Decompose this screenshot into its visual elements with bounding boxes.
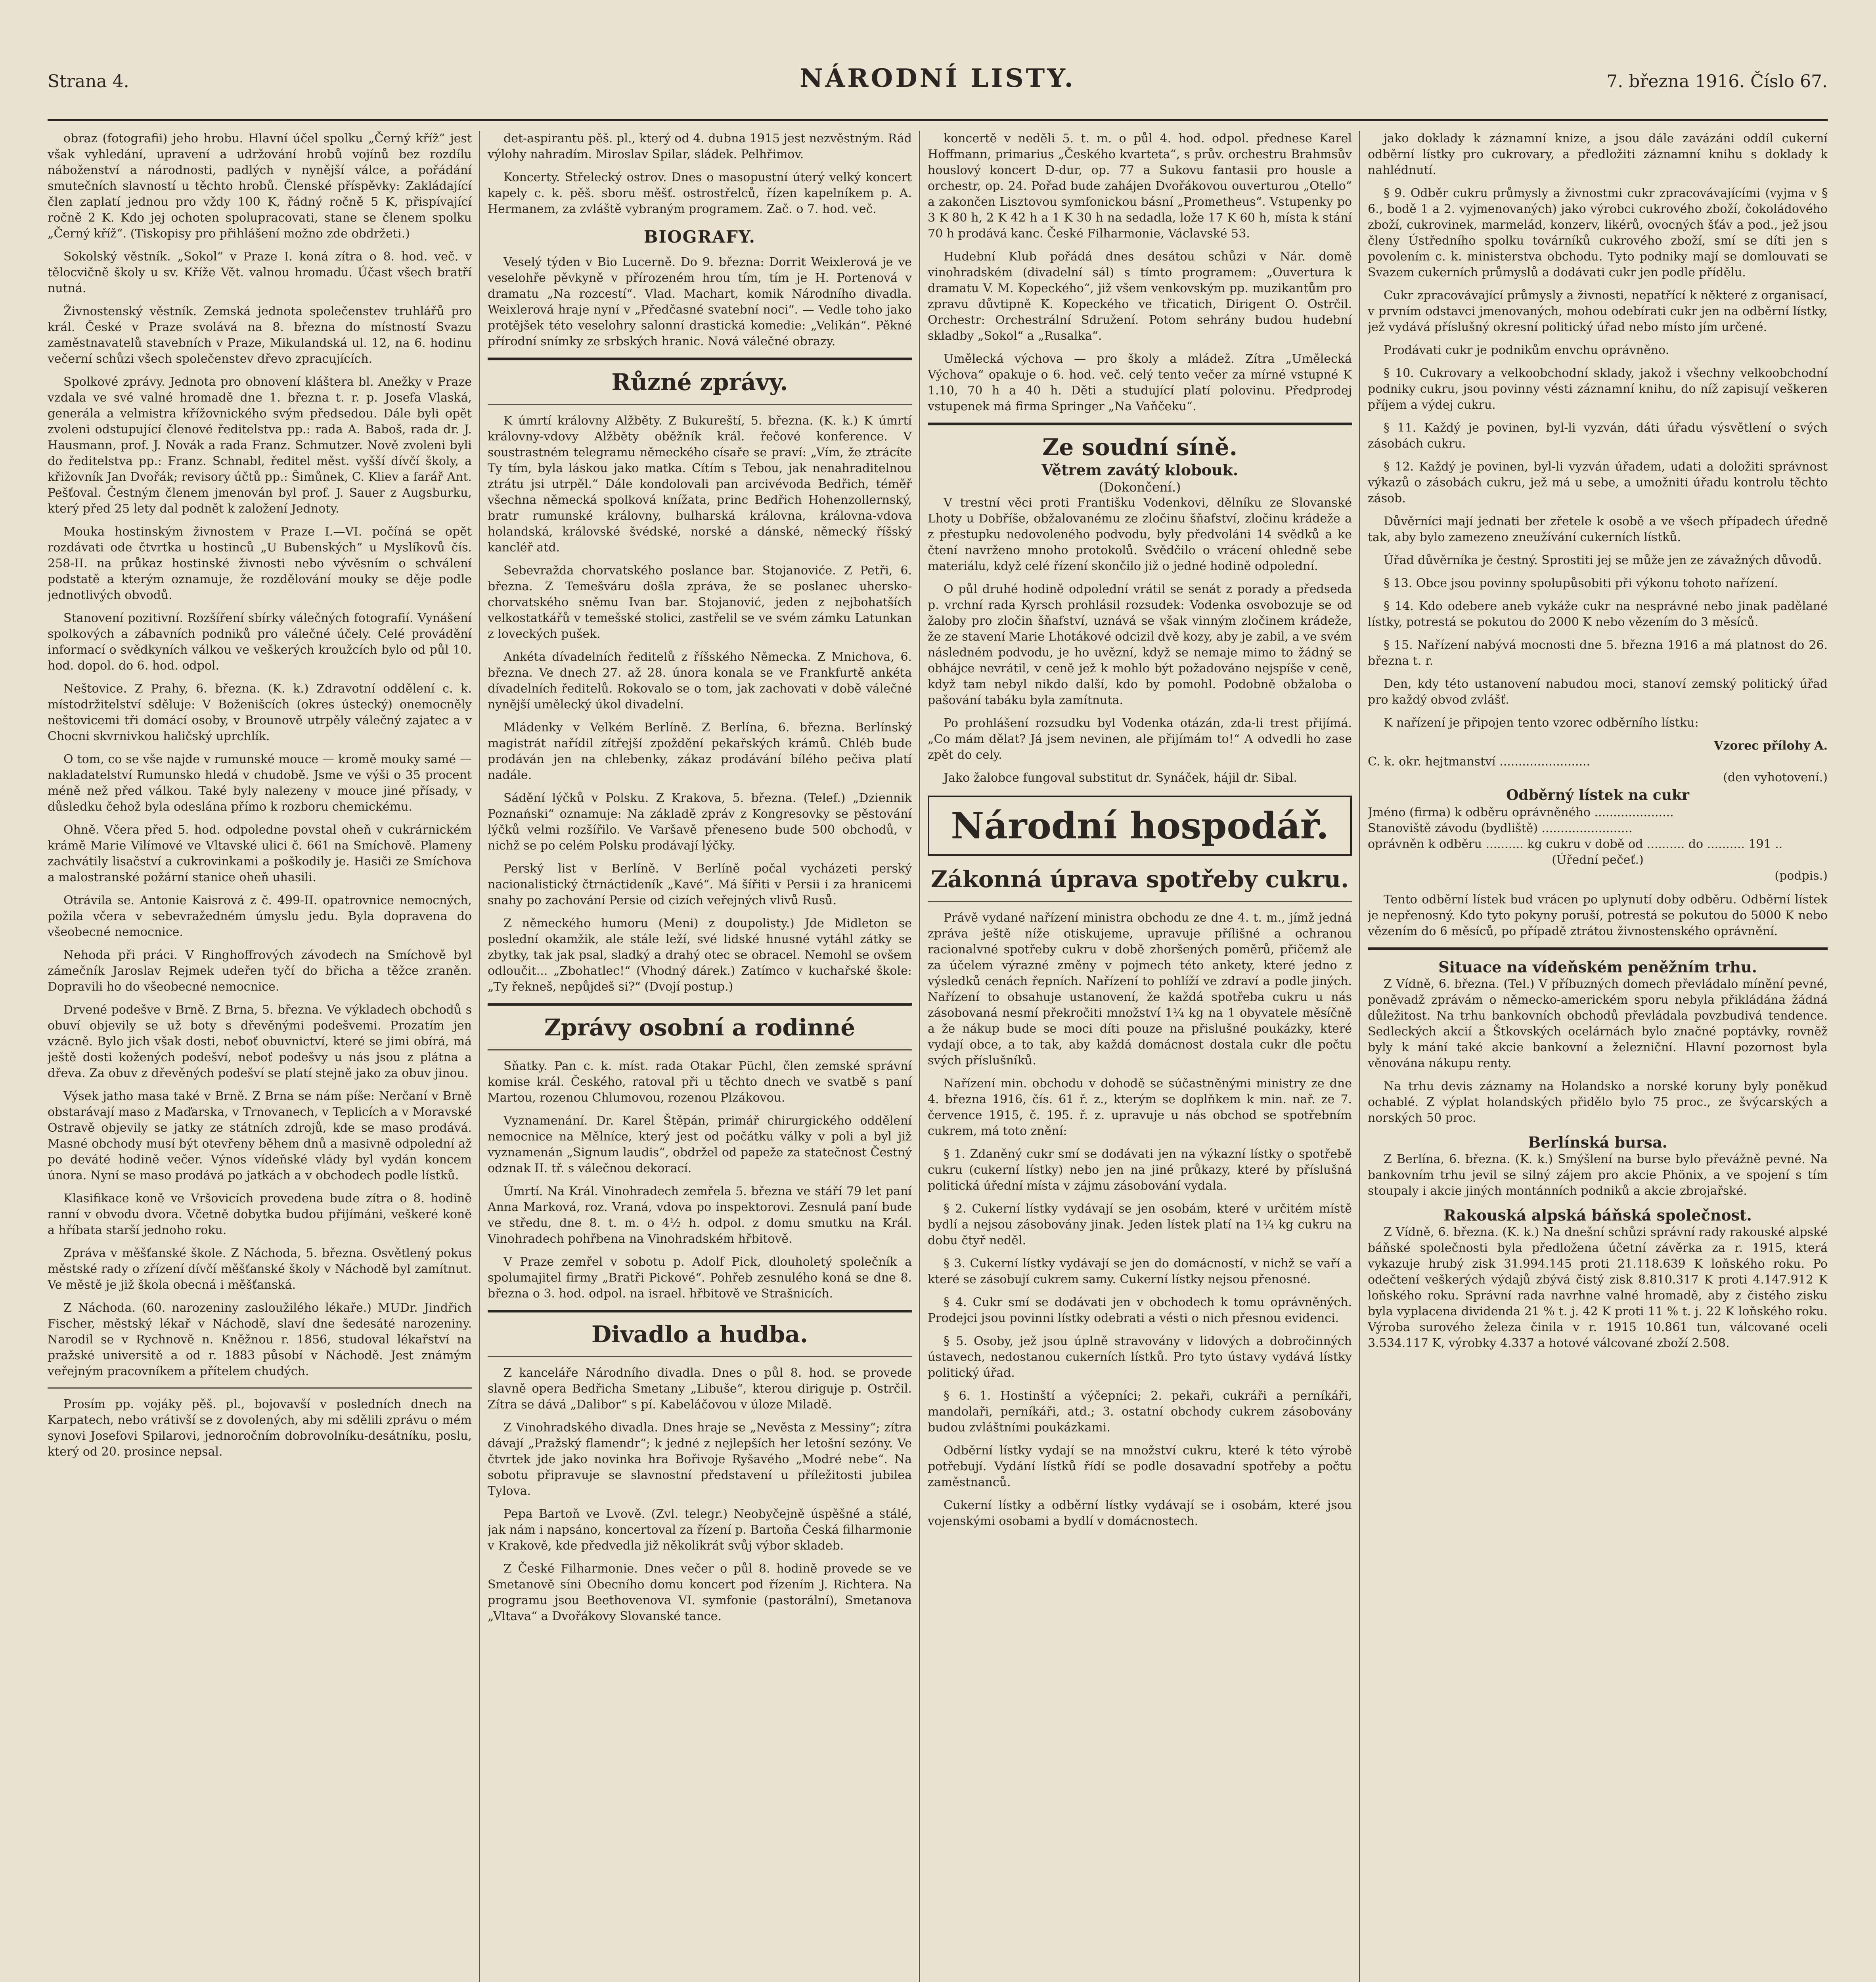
article-paragraph: Pepa Bartoň ve Lvově. (Zvl. telegr.) Neobyčejně úspěšné a stálé, jak nám i napsáno, koncertoval za řízení p. Bartoňa Česká filharmonie v Krakově, kde předvedla již několikrát svůj výbor skladeb.	[488, 1507, 912, 1553]
article-paragraph: Prosím pp. vojáky pěš. pl., bojovavší v posledních dnech na Karpatech, nebo vrátivší se z dovolených, aby mi sdělili zprávu o mém synovi Josefovi Spilarovi, jednoročním dobrovolníku-desátníku, poslu, který od 20. prosince nepsal.	[48, 1397, 472, 1459]
article-paragraph: Sebevražda chorvatského poslance bar. Stojanoviće. Z Petři, 6. března. Z Temešváru došla zpráva, že se poslanec uhersko-chorvatského sněmu Ivan bar. Stojanović, jeden z nejbohatších velkostatkářů v temešské stolici, zastřelil se ve svém zámku Latunkan z loveckých pušek.	[488, 564, 912, 641]
article-paragraph: Po prohlášení rozsudku byl Vodenka otázán, zda-li trest přijímá. „Co mám dělat? Já jsem nevinen, ale přijímám to!“ A odvedli ho zase zpět do cely.	[928, 716, 1352, 762]
form-template	[1368, 738, 1828, 884]
column-3	[928, 131, 1352, 1982]
article-subtitle: (Dokončení.)	[1099, 480, 1181, 495]
form-name: Jméno (firma) k odběru oprávněného .....................	[1368, 805, 1674, 819]
article-paragraph: Úmrtí. Na Král. Vinohradech zemřela 5. března ve stáří 79 let paní Anna Marková, roz. Vraná, vdova po inspektorovi. Zesnulá paní bude ve středu, dne 8. t. m. o 4½ h. odpol. z domu smutku na Král. Vinohradech pohřbena na Vinohradském hřbitově.	[488, 1184, 912, 1246]
divider	[928, 901, 1352, 902]
article-paragraph: § 10. Cukrovary a velkoobchodní sklady, jakož i všechny velkoobchodní podniky cukru, jsou povinny vésti záznamní knihu, do níž zapisují veškeren příjem a výdej cukru.	[1368, 366, 1828, 412]
article-paragraph: K nařízení je připojen tento vzorec odběrního lístku:	[1384, 716, 1699, 730]
article-paragraph: Tento odběrní lístek bud vrácen po uplynutí doby odběru. Odběrní lístek je nepřenosný. Kdo tyto pokyny poruší, potrestá se pokutou do 5000 K nebo vězením do 6 měsíců, po případě ztrátou živnostenského oprávnění.	[1368, 893, 1828, 938]
article-paragraph: § 2. Cukerní lístky vydávají se jen osobám, které v určitém místě bydlí a nejsou zásobovány jinak. Jeden lístek platí na 1¼ kg cukru na dobu čtyř neděl.	[928, 1202, 1352, 1247]
article-paragraph: Stanovení pozitivní. Rozšíření sbírky válečných fotografií. Vynášení spolkových a zábavních podniků pro válečné účely. Celé provádění informací o svědkyních válkou ve veškerých kroužcích bylo od půl 10. hod. dopol. do 6. hod. odpol.	[48, 611, 472, 673]
divider	[488, 1003, 912, 1006]
form-heading: Odběrný lístek na cukr	[1506, 787, 1689, 804]
article-paragraph: Důvěrníci mají jednati ber zřetele k osobě a ve všech případech úředně tak, aby bylo zamezeno zneužívání cukerních lístků.	[1368, 515, 1828, 544]
article-paragraph: Otrávila se. Antonie Kaisrová z č. 499-II. opatrovnice nemocných, požila včera v sebevražedném úmyslu jedu. Byla dopravena do všeobecné nemocnice.	[48, 893, 472, 939]
article-paragraph: Z německého humoru (Meni) z doupolisty.) Jde Midleton se poslední okamžik, ale stále leží, své lidské hnusné vytáhl zátky se zbytky, tak jak psal, sladký a drahý otec se obracel. Nemohl se ovšem odloučit... „Zbohatlec!“ (Vhodný dárek.) Zatímco v kuchařské škole: „Ty řekneš, nepůjdeš si?“ (Dvojí postup.)	[488, 916, 912, 994]
article-paragraph: Neštovice. Z Prahy, 6. března. (K. k.) Zdravotní oddělení c. k. místodržitelství sděluje: V Boženišcích (okres ústecký) onemocněly neštovicemi tři domácí osoby, v Brounově utrpěly válečný zajatec a v Chocni skvrnivkou haličský uprchlík.	[48, 682, 472, 743]
article-paragraph: K úmrtí královny Alžběty. Z Bukureští, 5. března. (K. k.) K úmrtí královny-vdovy Alžběty oběžník král. řečové konference. V soustrastném telegramu německého císaře se praví: „Vím, že ztrácíte Ty tím, byla láskou jako matka. Cítím s Tebou, jak nenahraditelnou ztrátu jsi utrpěl.“ Dále kondolovali pan arcivévoda Bedřich, téměř všechna německá spolková knížata, princ Bedřich Hohenzollernský, bratr rumunské královny, bulharská královna, královna-vdova holandská, královské švédské, norské a dánské, německý říšský kancléř atd.	[488, 414, 912, 555]
article-paragraph: det-aspirantu pěš. pl., který od 4. dubna 1915 jest nezvěstným. Rád výlohy nahradím. Miroslav Spilar, sládek. Pelhřimov.	[488, 132, 912, 161]
column-4	[1368, 131, 1828, 1982]
article-paragraph: V trestní věci proti Františku Vodenkovi, dělníku ze Slovanské Lhoty u Dobříše, obžalovanému ze zločinu šňafství, zločinu krádeže a z přestupku nedovoleného podvodu, byly předvoláni 14 svědků a ke čtení navrženo mnoho protokolů. Svědčilo o vrácení ohledně sebe materiálu, když celé řízení skončilo již o jedné hodině odpolední.	[928, 496, 1352, 573]
article-title: Zákonná úprava spotřeby cukru.	[930, 866, 1349, 893]
article-paragraph: Prodávati cukr je podnikům envchu oprávněno.	[1384, 343, 1669, 357]
article-paragraph: Odběrní lístky vydají se na množství cukru, které k této výrobě potřebují. Vydání lístků řídí se podle dosavadní spotřeby a počtu zaměstnanců.	[928, 1444, 1352, 1489]
article-paragraph: Z Náchoda. (60. narozeniny zasloužilého lékaře.) MUDr. Jindřich Fischer, městský lékař v Náchodě, slaví dne šedesáté narozeniny. Narodil se v Rychnově n. Kněžnou r. 1856, studoval lékařství na pražské universitě a od r. 1883 působí v Náchodě. Jest známým veřejným pracovníkem a přítelem chudých.	[48, 1301, 472, 1378]
article-paragraph: § 6. 1. Hostinští a výčepníci; 2. pekaři, cukráři a perníkáři, mandolaři, perníkáři, atd.; 3. ostatní obchody cukrem zásobovány budou zvláštními poukázkami.	[928, 1389, 1352, 1435]
article-paragraph: Perský list v Berlíně. V Berlíně počal vycházeti perský nacionalistický čtrnáctideník „Kavé“. Má šířiti v Persii i za hranicemi snahy po zachování Persie od cizích veřejných vlivů Rusů.	[488, 862, 912, 907]
article-paragraph: koncertě v neděli 5. t. m. o půl 4. hod. odpol. přednese Karel Hoffmann, primarius „Českého kvarteta“, s prův. orchestru Brahmsův houslový koncert D-dur, op. 77 a Sukovu fantasii pro housle a orchestr, op. 24. Pořad bude zahájen Dvořákovou ouverturou „Otello“ a zakončen Lisztovou symfonickou básní „Prometheus“. Vstupenky po 3 K 80 h, 2 K 42 h a 1 K 30 h na sedadla, lože 17 K 60 h, místa k stání 70 h prodává kanc. České Filharmonie, Václavské 53.	[928, 132, 1352, 241]
article-paragraph: Mouka hostinským živnostem v Praze I.—VI. počíná se opět rozdávati ode čtvrtka u hostinců „U Bubenských“ u Myslíkovů čís. 258-II. na průkaz hostinské živnosti nebo vývěsním o schválení podstatě a kterým oznamuje, že rozdělování mouky se děje podle jednotlivých obvodů.	[48, 525, 472, 602]
column-divider	[919, 131, 920, 1982]
article-paragraph: Hudební Klub pořádá dnes desátou schůzi v Nár. domě vinohradském (divadelní sál) s tímto programem: „Ouvertura k dramatu V. M. Kopeckého“, již všem venkovským pp. muzikantům pro zpravu důvtipně K. Kopeckého ve třicatich, Dirigent O. Ostrčil. Orchestr: Orchestrální Sdružení. Potom sehrány budou hudební skladby „Sokol“ a „Rusalka“.	[928, 250, 1352, 343]
section-banner	[928, 796, 1352, 856]
article-paragraph: Klasifikace koně ve Vršovicích provedena bude zítra o 8. hodině ranní v obvodu dvora. Včetně dobytka budou přijímáni, veškeré koně a hříbata starší jednoho roku.	[48, 1192, 472, 1237]
article-paragraph: Ankéta dívadelních ředitelů z říšského Německa. Z Mnichova, 6. března. Ve dnech 27. až 28. února konala se ve Frankfurtě ankéta dívadelních ředitelů. Rokovalo se o tom, jak zachovati v době válečné nynější umělecký úkol divadelní.	[488, 650, 912, 712]
article-paragraph: Z Berlína, 6. března. (K. k.) Smýšlení na burse bylo převážně pevné. Na bankovním trhu jevil se silný zájem pro akcie Phönix, a ve spojení s tím stoupaly i akcie jiných montánních podniků a akcie zbrojařské.	[1368, 1152, 1828, 1198]
article-paragraph: Veselý týden v Bio Lucerně. Do 9. března: Dorrit Weixlerová je ve veselohře pěvkyně v přírozeném hrou tím, tím je H. Portenová v dramatu „Na rozcestí“. Vlad. Machart, komik Národního divadla. Weixlerová hraje nyní v „Předčasné svatební noci“. — Vedle toho jako protějšek této veselohry salonní drastická komedie: „Velikán“. Pěkné přírodní snímky ze srbských hranic. Nová válečné obrazy.	[488, 255, 912, 348]
page-number: Strana 4.	[48, 71, 129, 92]
divider	[488, 1310, 912, 1312]
article-paragraph: V Praze zemřel v sobotu p. Adolf Pick, dlouholetý společník a spolumajitel firmy „Bratři Pickové“. Pohřeb zesnulého koná se dne 8. března o 3. hod. odpol. na israel. hřbitově ve Strašnicích.	[488, 1255, 912, 1301]
columns	[48, 131, 1828, 1982]
form-issued: (den vyhotovení.)	[1723, 771, 1828, 784]
article-paragraph: Nařízení min. obchodu v dohodě se súčastněnými ministry ze dne 4. března 1916, čís. 61 ř. z., kterým se doplňkem k min. nař. ze 7. července 1915, č. 195. ř. z. upravuje u nás obchod se spotřebním cukrem, má toto znění:	[928, 1077, 1352, 1138]
article-paragraph: O půl druhé hodině odpolední vrátil se senát z porady a předseda p. vrchní rada Kyrsch prohlásil rozsudek: Vodenka osvobozuje se od žaloby pro zločin šňafství, uznává se však vinným zločinem krádeže, že ze stavení Marie Lhotákové odcizil dvě kozy, aby je zabil, a ve svém následném podvodu, je ho uvězní, když se nemaje mimo to žádný se obhájce nevrátil, v ceně jež k mohlo být požadováno nejspíše v ceně, když tam nebyl nikdo další, kdo by pomohl. Podobně obžaloba o pašování tabáku byla zamítnuta.	[928, 582, 1352, 707]
masthead-rule	[48, 119, 1828, 121]
article-paragraph: Nehoda při práci. V Ringhoffrových závodech na Smíchově byl zámečník Jaroslav Rejmek udeřen tyčí do břicha a těžce zraněn. Dopravili ho do všeobecné nemocnice.	[48, 948, 472, 994]
article-title: Větrem zavátý klobouk.	[1041, 461, 1239, 479]
section-heading-biografy: BIOGRAFY.	[643, 227, 756, 247]
article-paragraph: Z České Filharmonie. Dnes večer o půl 8. hodině provede se ve Smetanově síni Obecního domu koncert pod řízením J. Richtera. Na programu jsou Beethovenova VI. symfonie (pastorální), Smetanova „Vltava“ a Dvořákovy Slovanské tance.	[488, 1562, 912, 1623]
article-title: Situace na vídeňském peněžním trhu.	[1438, 958, 1757, 976]
article-paragraph: Mládenky v Velkém Berlíně. Z Berlína, 6. března. Berlínský magistrát nařídil zítřejší zpoždění pekařských krámů. Chléb bude prodáván jen na chlebenky, zákaz prodávání bílého pečiva platí nadále.	[488, 721, 912, 782]
article-paragraph: Z Vinohradského divadla. Dnes hraje se „Nevěsta z Messiny“; zítra dávají „Pražský flamendr“; k jedné z nejlepších her letošní sezóny. Ve čtvrtek jde jako novinka hra Bořivoje Ryšavého „Modré nebe“. Na sobotu připravuje se slavnostní představení u příležitosti jubilea Tylova.	[488, 1421, 912, 1498]
article-title: Berlínská bursa.	[1528, 1133, 1667, 1151]
divider	[48, 1387, 472, 1389]
article-paragraph: Z Vídně, 6. března. (Tel.) V příbuzných domech převládalo mínění pevné, poněvadž zprávám o německo-americkém sporu nebyla přikládána žádná důležitost. Na trhu bankovních obchodů převládala povzbudivá tendence. Sedleckých akcií a Štkovských ocelárnách bylo značné poptávky, rovněž byly k mání také akcie bankovní a železniční. Hlavní pozornost byla věnována nákupu renty.	[1368, 977, 1828, 1070]
article-paragraph: § 12. Každý je povinen, byl-li vyzván úřadem, udati a doložiti správnost výkazů o zásobách cukru, jež má u sebe, a umožniti úřadu kontrolu těchto zásob.	[1368, 460, 1828, 505]
article-paragraph: Spolkové zprávy. Jednota pro obnovení kláštera bl. Anežky v Praze vzdala ve své valné hromadě dne 1. března t. r. p. Josefa Vlaská, generála a velmistra křížovnického svým předsedou. Dále byli opět zvoleni odstupující členové ředitelstva pp.: rada A. Baboš, rada dr. J. Hausmann, prof. J. Novák a rada Franz. Schmutzer. Nově zvoleni byli do ředitelstva pp.: Franz. Schnabl, ředitel měst. vyšší dívčí školy, a křižovník Jan Dvořák; revisory účtů pp.: Šimůnek, C. Kliev a farář Ant. Pešťoval. Čestným členem jmenován byl prof. J. Sauer z Augsburku, který před 25 lety dal podnět k založení Jednoty.	[48, 375, 472, 516]
divider	[1368, 947, 1828, 950]
article-paragraph: obraz (fotografii) jeho hrobu. Hlavní účel spolku „Černý kříž“ jest však vyhledání, upravení a udržování hrobů vojínů bez rozdílu náboženství a národnosti, padlých v nynější válce, a pořádání smutečních slavností u těchto hrobů. Členské příspěvky: Zakládající člen zaplatí jednou pro vždy 100 K, řádný ročně 5 K, přispívající ročně 2 K. Kdo jej ochoten spolupracovati, stane se členem spolku „Černý kříž“. (Tiskopisy pro přihlášení možno zde obdržeti.)	[48, 132, 472, 241]
form-title: Vzorec přílohy A.	[1714, 739, 1828, 753]
article-paragraph: § 11. Každý je povinen, byl-li vyzván, dáti úřadu výsvětlení o svých zásobách cukru.	[1368, 421, 1828, 451]
section-heading-ruzne: Různé zprávy.	[611, 369, 788, 396]
article-paragraph: Cukerní lístky a odběrní lístky vydávají se i osobám, které jsou vojenskými osobami a bydlí v domácnostech.	[928, 1498, 1352, 1528]
article-paragraph: § 3. Cukerní lístky vydávají se jen do domácností, v nichž se vaří a které se zásobují cukrem samy. Cukerní lístky nejsou přenosné.	[928, 1257, 1352, 1286]
form-status: Stanoviště závodu (bydliště) ........................	[1368, 821, 1633, 835]
article-paragraph: Drvené podešve v Brně. Z Brna, 5. března. Ve výkladech obchodů s obuví objevily se už boty s dřevěnými podešvemi. Prozatím jen vzácně. Bylo jich však dosti, neboť obuvnictví, které se jimi obírá, má ještě dosti kožených podešví, neboť podešvy u nás jsou z plátna a dřeva. Za obuv z dřevěných podešví se platí stejně jako za obuv jinou.	[48, 1003, 472, 1080]
article-paragraph: Cukr zpracovávající průmysly a živnosti, nepatřící k některé z organisací, v prvním odstavci jmenovaných, mohou odebírati cukr jen na odběrní lístky, jež vydává příslušný okresní politický úřad nebo místo jím určené.	[1368, 289, 1828, 334]
divider	[488, 404, 912, 405]
article-paragraph: § 5. Osoby, jež jsou úplně stravovány v lidových a dobročinných ústavech, nedostanou cukerních lístků. Pro tyto ústavy vydává lístky politický úřad.	[928, 1334, 1352, 1380]
column-2	[488, 131, 912, 1982]
form-office: C. k. okr. hejtmanství ........................	[1368, 755, 1591, 769]
form-seal: (Úřední pečeť.)	[1552, 853, 1644, 867]
article-paragraph: Úřad důvěrníka je čestný. Sprostiti jej se může jen ze závažných důvodů.	[1384, 553, 1822, 567]
divider	[488, 1356, 912, 1357]
issue-date: 7. března 1916. Číslo 67.	[1606, 71, 1828, 92]
article-paragraph: Na trhu devis záznamy na Holandsko a norské koruny byly poněkud ochablé. Z výplat holandských přidělo bylo 75 proc., ze švýcarských a norských 50 proc.	[1368, 1079, 1828, 1125]
article-paragraph: Koncerty. Střelecký ostrov. Dnes o masopustní úterý velký koncert kapely c. k. pěš. sboru měšť. ostrostřelců, řízen kapelníkem p. A. Hermanem, za zvláště vybraným programem. Zač. o 7. hod. več.	[488, 170, 912, 216]
article-title: Rakouská alpská báňská společnost.	[1443, 1206, 1752, 1224]
section-heading-narodni-hospodar: Národní hospodář.	[951, 804, 1329, 847]
divider	[488, 358, 912, 360]
section-heading-osobni: Zprávy osobní a rodinné	[544, 1014, 856, 1041]
paper-title: NÁRODNÍ LISTY.	[800, 63, 1076, 93]
column-1	[48, 131, 472, 1982]
article-paragraph: Umělecká výchova — pro školy a mládež. Zítra „Umělecká Výchova“ opakuje o 6. hod. več. celý tento večer za mírné vstupné K 1.10, 70 h a 40 h. Děti a studující platí polovinu. Předprodej vstupenek má firma Springer „Na Vaňčeku“.	[928, 352, 1352, 413]
article-paragraph: § 1. Zdaněný cukr smí se dodávati jen na výkazní lístky o spotřebě cukru (cukerní lístky) nebo jen na jiné průkazy, které by příslušná politická úřední místa v zájmu zásobování vydala.	[928, 1147, 1352, 1193]
divider	[488, 1049, 912, 1050]
column-divider	[479, 131, 480, 1982]
article-paragraph: Z Vídně, 6. března. (K. k.) Na dnešní schůzi správní rady rakouské alpské báňské společnosti byla předložena účetní závěrka za r. 1915, která vykazuje hrubý zisk 31.994.145 proti 21.118.639 K loňského roku. Po odečtení veškerých výdajů zbývá čistý zisk 8.810.317 K proti 4.147.912 K loňského roku. Správní rada navrhne valné hromadě, aby z čistého zisku byla vyplacena dividenda 21 % t. j. 42 K proti 11 % t. j. 22 K loňského roku. Výroba surového železa činila v r. 1915 10.861 tun, válcované oceli 3.534.117 K, výrobky 4.337 a hotové válcované zboží 2.508.	[1368, 1225, 1828, 1350]
article-paragraph: Ohně. Včera před 5. hod. odpoledne povstal oheň v cukrárnickém krámě Marie Vilímové ve Vltavské ulici č. 661 na Smíchově. Plameny zachvátily lisačství a cukrovinkami a poškodily je. Hasiči ze Smíchova a malostranské požární stanice oheň uhasili.	[48, 823, 472, 884]
article-paragraph: § 4. Cukr smí se dodávati jen v obchodech k tomu oprávněných. Prodejci jsou povinni lístky odebrati a vésti o nich přesnou evidenci.	[928, 1295, 1352, 1325]
form-signature: (podpis.)	[1775, 869, 1828, 883]
article-paragraph: § 14. Kdo odebere aneb vykáže cukr na nesprávné nebo jinak padělané lístky, potrestá se pokutou do 2000 K nebo vězením do 3 měsíců.	[1368, 599, 1828, 629]
article-paragraph: Zpráva v měšťanské škole. Z Náchoda, 5. března. Osvětlený pokus městské rady o zřízení dívčí měšťanské školy v Náchodě byl zamítnut. Ve městě je již škola obecná i měšťanská.	[48, 1246, 472, 1292]
article-paragraph: Den, kdy této ustanovení nabudou moci, stanoví zemský politický úřad pro každý obvod zvlášť.	[1368, 677, 1828, 707]
article-paragraph: Sňatky. Pan c. k. míst. rada Otakar Püchl, člen zemské správní komise král. Českého, ratoval při u těchto dnech ve svatbě s paní Martou, rozenou Chlumovou, rozenou Plzákovou.	[488, 1059, 912, 1105]
article-paragraph: O tom, co se vše najde v rumunské mouce — kromě mouky samé — nakladatelství Rumunsko hledá v chudobě. Jsme ve výši o 35 procent méně než před válkou. Také byly nalezeny v mouce jiné přísady, v důsledku čehož byla odeslána přímo k rozboru chemickému.	[48, 752, 472, 814]
article-paragraph: Právě vydané nařízení ministra obchodu ze dne 4. t. m., jímž jedná zpráva ještě níže otiskujeme, upravuje přílišné a ochranou racionalvné spotřeby cukru v době zhoršených poměrů, přičemž ale za účelem výrazné změny v pojmech této ankety, které jedno z výsledků cenách řepních. Nařízení to pohlíží ve zdraví a podle jiných. Nařízení to obsahuje ustanovení, že každá spotřeba cukru u nás zásobovaná nesmí překročiti množství 1¼ kg na 1 obyvatele měsíčně a že nákup bude se moci díti pouze na přislušné poukázky, které vydají obce, a to tak, aby každá domácnost dostala cukr dle počtu svých příslušníků.	[928, 911, 1352, 1068]
section-heading-soud: Ze soudní síně.	[1042, 434, 1237, 461]
divider	[928, 423, 1352, 425]
article-paragraph: Vyznamenání. Dr. Karel Štěpán, primář chirurgického oddělení nemocnice na Mělníce, který jest od počátku války v poli a byl již vyznamenán „Signum laudis“, obdržel od papeže za statečnost Čestný odznak II. tř. s válečnou dekorací.	[488, 1114, 912, 1175]
article-paragraph: Výsek jatho masa také v Brně. Z Brna se nám píše: Nerčaní v Brně obstarávají maso z Maďarska, v Trnovanech, v Teplicích a v Moravské Ostravě objevily se jatky ze státních zdrojů, kde se maso prodává. Masné obchody musí být otevřeny během dnů a masivně odpolední až po deváté hodině večer. Výnos vídeňské vlády byl vydán koncem února. Nyní se maso prodává po jatkách a v obchodech podle lístků.	[48, 1089, 472, 1182]
article-paragraph: Z kanceláře Národního divadla. Dnes o půl 8. hod. se provede slavně opera Bedřicha Smetany „Libuše“, kterou diriguje p. Ostrčil. Zítra se dává „Dalibor“ s pí. Kabeláčovou v úloze Miladě.	[488, 1366, 912, 1412]
form-amount: oprávněn k odběru .......... kg cukru v době od .......... do .......... 191 ..	[1368, 837, 1783, 851]
article-paragraph: § 9. Odběr cukru průmysly a živnostmi cukr zpracovávajícími (vyjma v § 6., bodě 1 a 2. vyjmenovaných) jako výrobci cukrového zboží, čokoládového zboží, cukrovinek, marmelád, konzerv, likérů, ovocných šťáv a pod., jež jsou členy Ústředního spolku továrníků cukrového zboží, smí se díti jen s povolením c. k. ministerstva obchodu. Tyto podniky mají se domlouvati se Svazem cukerních průmyslů a dodávati cukr jen podle přídělu.	[1368, 186, 1828, 279]
article-paragraph: Živnostenský věstník. Zemská jednota společenstev truhlářů pro král. České v Praze svolává na 8. března do místností Svazu zaměstnavatelů stavebních v Praze, Mikulandská ul. 12, na 6. hodinu večerní schůzi všech společenstev dřevo zpracujících.	[48, 304, 472, 366]
section-heading-divadlo: Divadlo a hudba.	[591, 1321, 808, 1348]
article-paragraph: Sokolský věstník. „Sokol“ v Praze I. koná zítra o 8. hod. več. v tělocvičně školy u sv. Kříže Vět. valnou hromadu. Účast všech bratří nutná.	[48, 250, 472, 295]
masthead	[48, 59, 1828, 119]
article-paragraph: Jako žalobce fungoval substitut dr. Synáček, hájil dr. Sibal.	[944, 771, 1298, 785]
column-divider	[1359, 131, 1360, 1982]
article-paragraph: Sádění lýčků v Polsku. Z Krakova, 5. března. (Telef.) „Dziennik Poznański“ oznamuje: Na základě zpráv z Kongresovky se pěstování lýčků velmi rozšířilo. Ve Varšavě přeneseno bude 500 obchodů, v nichž se po celém Polsku prodávají lýčky.	[488, 791, 912, 853]
article-paragraph: § 13. Obce jsou povinny spolupůsobiti při výkonu tohoto nařízení.	[1384, 576, 1778, 590]
article-paragraph: jako doklady k záznamní knize, a jsou dále zavázáni oddíl cukerní odběrní lístky pro cukrovary, a předložiti záznamní knihu s doklady k nahlédnutí.	[1368, 132, 1828, 177]
article-paragraph: § 15. Nařízení nabývá mocnosti dne 5. března 1916 a má platnost do 26. března t. r.	[1368, 638, 1828, 668]
